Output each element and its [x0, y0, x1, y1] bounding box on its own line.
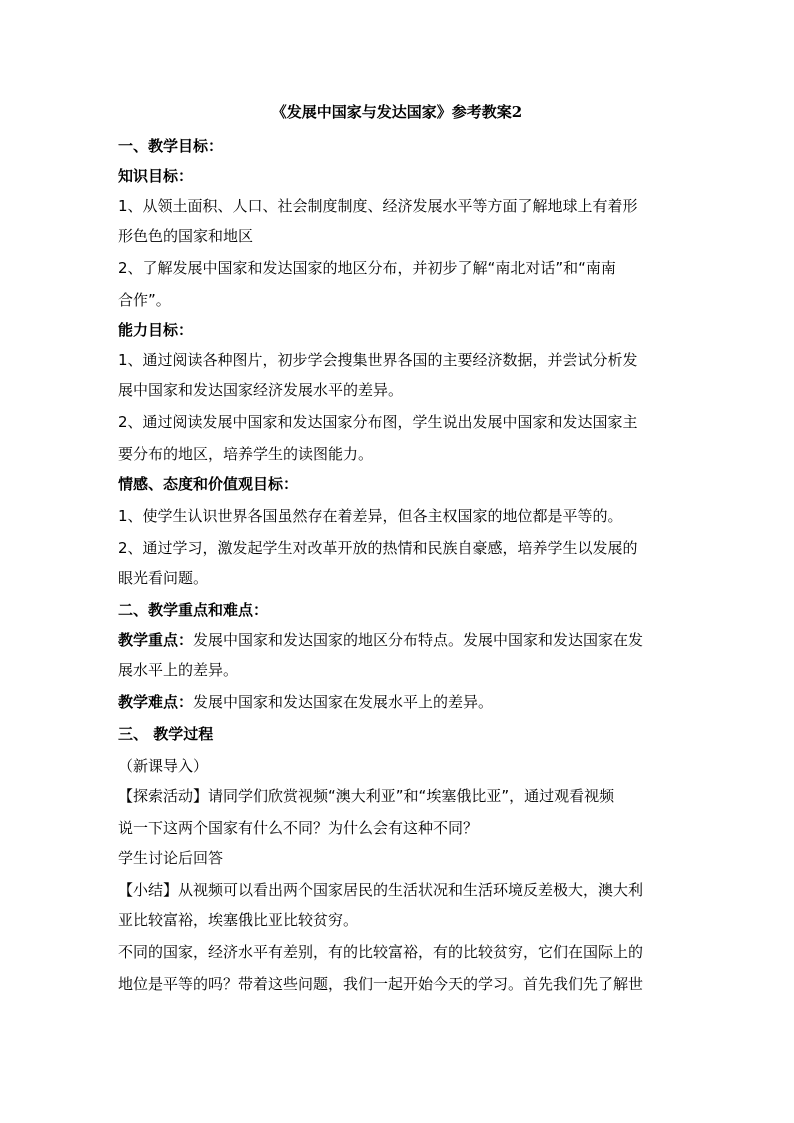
line-text: 发展中国家和发达国家在发展水平上的差异。: [193, 693, 494, 711]
document-line: [118, 940, 643, 964]
line-text: 2、通过学习，激发起学生对改革开放的热情和民族自豪感，培养学生以发展的: [118, 539, 638, 557]
line-text: 1、使学生认识世界各国虽然存在着差异，但各主权国家的地位都是平等的。: [118, 507, 623, 525]
document-line: [118, 288, 171, 312]
line-text: 三、 教学过程: [118, 725, 214, 743]
line-label: 教学难点：: [118, 693, 194, 711]
line-text: 二、教学重点和难点：: [118, 601, 269, 619]
document-line: [118, 690, 493, 714]
document-line: [118, 224, 253, 248]
document-line: [118, 164, 193, 188]
document-line: [118, 410, 638, 434]
document-line: [118, 442, 373, 466]
document-line: [118, 816, 478, 840]
line-text: 亚比较富裕，埃塞俄比亚比较贫穷。: [118, 911, 359, 929]
document-line: [118, 628, 643, 652]
document-line: [118, 256, 616, 280]
document-line: [118, 472, 298, 496]
line-text: 一、教学目标：: [118, 137, 224, 155]
line-text: 发展中国家和发达国家的地区分布特点。发展中国家和发达国家在发: [193, 631, 644, 649]
line-text: 情感、态度和价值观目标：: [118, 475, 299, 493]
line-text: 要分布的地区，培养学生的读图能力。: [118, 445, 374, 463]
line-text: 2、了解发展中国家和发达国家的地区分布，并初步了解“南北对话”和“南南: [118, 259, 616, 277]
document-line: [118, 972, 643, 996]
line-label: 教学重点：: [118, 631, 194, 649]
document-line: [118, 658, 238, 682]
document-line: [118, 134, 223, 158]
document-line: [118, 722, 213, 746]
line-text: 不同的国家，经济水平有差别，有的比较富裕，有的比较贫穷，它们在国际上的: [118, 943, 644, 961]
line-text: 【探索活动】请同学们欣赏视频“澳大利亚”和“埃塞俄比亚”，通过观看视频: [118, 787, 615, 805]
document-line: [118, 566, 208, 590]
line-text: 合作”。: [118, 291, 171, 309]
document-line: [118, 378, 403, 402]
document-line: [118, 908, 358, 932]
document-line: [118, 536, 638, 560]
line-text: 展水平上的差异。: [118, 661, 239, 679]
line-text: 1、通过阅读各种图片，初步学会搜集世界各国的主要经济数据，并尝试分析发: [118, 351, 638, 369]
document-line: [118, 846, 223, 870]
line-text: 形色色的国家和地区: [118, 227, 254, 245]
line-text: 知识目标：: [118, 167, 194, 185]
line-text: 2、通过阅读发展中国家和发达国家分布图，学生说出发展中国家和发达国家主: [118, 413, 638, 431]
document-title: 《发展中国家与发达国家》参考教案2: [271, 103, 523, 121]
document-line: [118, 194, 638, 218]
line-text: 眼光看问题。: [118, 569, 209, 587]
document-line: [118, 754, 208, 778]
document-line: [118, 878, 643, 902]
line-text: （新课导入）: [118, 757, 209, 775]
line-text: 展中国家和发达国家经济发展水平的差异。: [118, 381, 404, 399]
line-text: 【小结】从视频可以看出两个国家居民的生活状况和生活环境反差极大，澳大利: [118, 881, 644, 899]
line-text: 学生讨论后回答: [118, 849, 224, 867]
document-line: [118, 348, 638, 372]
document-line: [118, 598, 268, 622]
line-text: 地位是平等的吗？带着这些问题，我们一起开始今天的学习。首先我们先了解世: [118, 975, 644, 993]
line-text: 说一下这两个国家有什么不同？为什么会有这种不同？: [118, 819, 479, 837]
document-line: [118, 784, 614, 808]
line-text: 1、从领土面积、人口、社会制度制度、经济发展水平等方面了解地球上有着形: [118, 197, 638, 215]
document-line: [118, 504, 623, 528]
document-line: [118, 318, 193, 342]
line-text: 能力目标：: [118, 321, 194, 339]
